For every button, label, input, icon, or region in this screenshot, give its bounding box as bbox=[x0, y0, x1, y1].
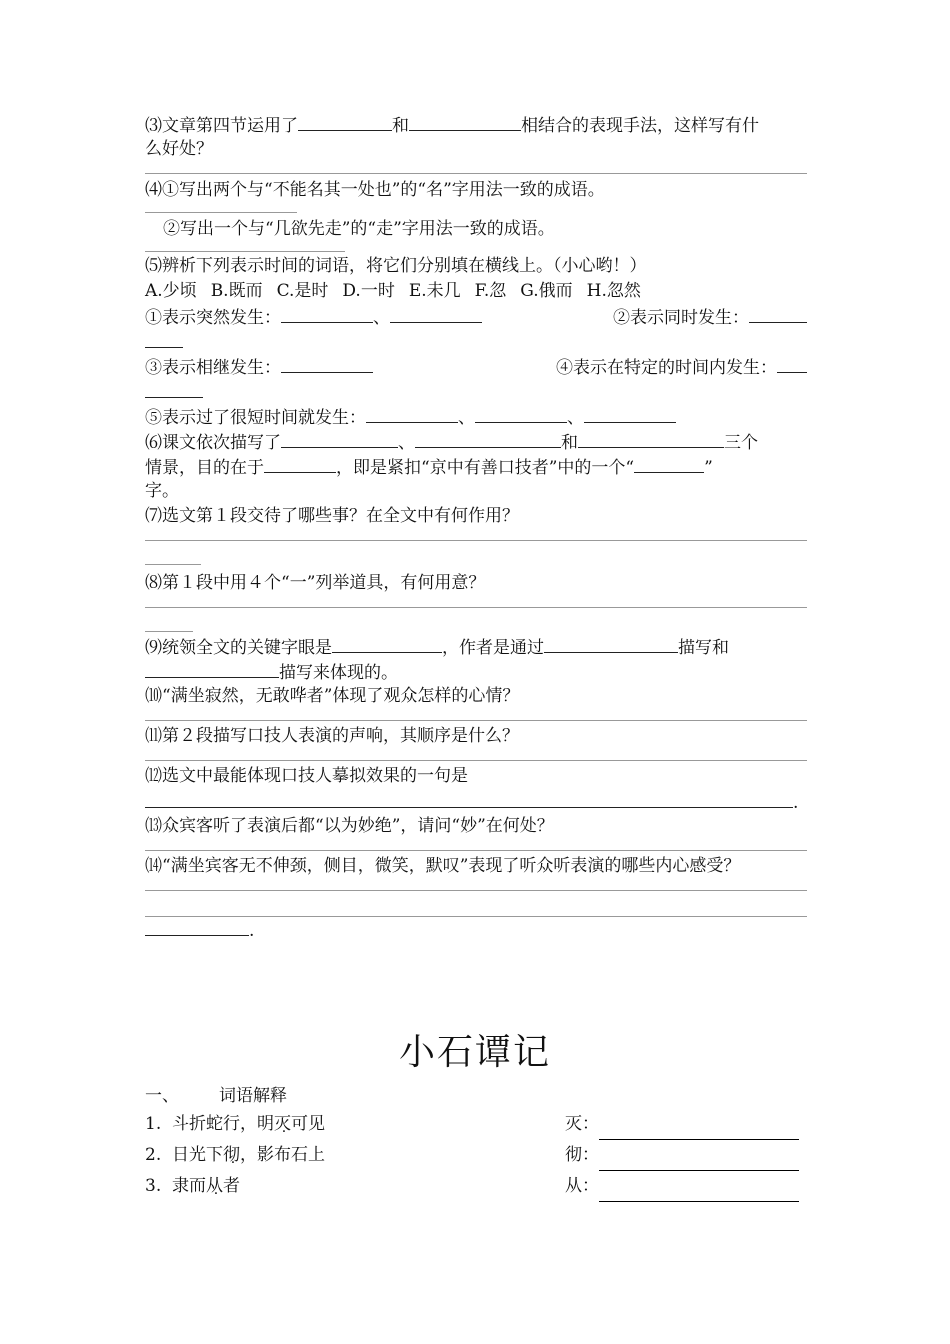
q14-answer-end bbox=[145, 917, 807, 942]
question-6-cont bbox=[145, 454, 807, 479]
q5-blank[interactable] bbox=[390, 304, 482, 323]
separator: 、 bbox=[567, 408, 584, 428]
answer-slot bbox=[565, 1109, 799, 1140]
answer-line[interactable] bbox=[599, 1117, 799, 1140]
q6-text: ” bbox=[704, 458, 713, 478]
answer-key: 彻： bbox=[565, 1145, 599, 1165]
q5-blank[interactable] bbox=[475, 404, 567, 423]
answer-key: 灭： bbox=[565, 1114, 599, 1134]
option-f: F.忽 bbox=[474, 281, 507, 301]
q5-row-2b bbox=[145, 379, 807, 404]
item-number: 3. bbox=[145, 1176, 162, 1196]
q5-blank[interactable] bbox=[145, 379, 203, 398]
q12-blank[interactable] bbox=[145, 789, 793, 808]
q5-row-1b bbox=[145, 329, 807, 354]
question-13: ⒀众宾客听了表演后都“以为妙绝”，请问“妙”在何处？ bbox=[145, 816, 554, 836]
question-14: ⒁“满坐宾客无不伸颈，侧目，微笑，默叹”表现了听众听表演的哪些内心感受？ bbox=[145, 856, 741, 876]
option-e: E.未几 bbox=[408, 281, 461, 301]
section-title: 小石谭记 bbox=[398, 1032, 551, 1073]
q6-text: 字。 bbox=[145, 481, 179, 501]
q5-options bbox=[145, 279, 807, 304]
q6-text: 和 bbox=[561, 433, 578, 453]
question-4-part2: ②写出一个与“几欲先走”的“走”字用法一致的成语。 bbox=[163, 219, 555, 239]
q3-text-cont: 么好处？ bbox=[145, 139, 213, 159]
question-5: ⑸辨析下列表示时间的词语，将它们分别填在横线上。（小心哟！） bbox=[145, 256, 647, 276]
item-text: 可见 bbox=[291, 1114, 326, 1134]
answer-key: 从： bbox=[565, 1176, 599, 1196]
q9-text: 描写和 bbox=[678, 638, 729, 658]
q5-s2-label: ②表示同时发生： bbox=[613, 308, 749, 328]
q5-blank[interactable] bbox=[366, 404, 458, 423]
dotted-char: 灭 bbox=[274, 1114, 292, 1134]
vocab-heading bbox=[145, 1084, 807, 1109]
question-7: ⑺选文第１段交待了哪些事？在全文中有何作用？ bbox=[145, 506, 519, 526]
option-b: B.既而 bbox=[210, 281, 263, 301]
q6-blank[interactable] bbox=[415, 429, 561, 448]
q5-s4 bbox=[556, 354, 807, 381]
separator: 、 bbox=[373, 308, 390, 328]
q9-blank[interactable] bbox=[544, 634, 678, 653]
option-g: G.俄而 bbox=[520, 281, 573, 301]
q3-text: ⑶文章第四节运用了 bbox=[145, 116, 298, 136]
answer-slot bbox=[565, 1171, 799, 1202]
q6-text: ⑹课文依次描写了 bbox=[145, 433, 281, 453]
q3-blank-2[interactable] bbox=[409, 112, 521, 131]
q5-blank[interactable] bbox=[281, 354, 373, 373]
q6-text: 情景，目的在于 bbox=[145, 458, 264, 478]
exercise-page bbox=[145, 112, 807, 942]
q6-blank[interactable] bbox=[281, 429, 398, 448]
q5-s2 bbox=[613, 304, 807, 331]
q5-blank[interactable] bbox=[777, 354, 807, 373]
vocab-item bbox=[145, 1109, 807, 1140]
item-number: 1. bbox=[145, 1114, 162, 1134]
q5-row-2 bbox=[145, 354, 807, 379]
question-11: ⑾第２段描写口技人表演的声响，其顺序是什么？ bbox=[145, 726, 519, 746]
question-9 bbox=[145, 634, 807, 659]
question-6 bbox=[145, 429, 807, 454]
q5-s1-label: ①表示突然发生： bbox=[145, 308, 281, 328]
question-4: ⑷①写出两个与“不能名其一处也”的“名”字用法一致的成语。 bbox=[145, 180, 605, 200]
q9-blank[interactable] bbox=[145, 659, 279, 678]
answer-line[interactable] bbox=[599, 1179, 799, 1202]
q5-row-1 bbox=[145, 304, 807, 329]
dotted-char: 彻 bbox=[223, 1145, 241, 1165]
period: . bbox=[793, 793, 799, 813]
q6-text: 、 bbox=[398, 433, 415, 453]
answer-slot bbox=[565, 1140, 799, 1171]
dotted-char: 从 bbox=[206, 1176, 224, 1196]
q5-blank[interactable] bbox=[281, 304, 373, 323]
period: . bbox=[249, 921, 255, 941]
q6-text: 三个 bbox=[724, 433, 758, 453]
question-8: ⑻第１段中用４个“一”列举道具，有何用意？ bbox=[145, 573, 486, 593]
q5-blank[interactable] bbox=[145, 329, 183, 348]
q5-row-3 bbox=[145, 404, 807, 429]
question-9-cont bbox=[145, 659, 807, 684]
q3-blank-1[interactable] bbox=[298, 112, 392, 131]
option-a: A.少顷 bbox=[145, 281, 197, 301]
option-d: D.一时 bbox=[342, 281, 395, 301]
q5-s4-label: ④表示在特定的时间内发生： bbox=[556, 358, 777, 378]
q6-blank[interactable] bbox=[264, 454, 336, 473]
item-text: 斗折蛇行，明 bbox=[172, 1114, 275, 1134]
vocab-item bbox=[145, 1140, 807, 1171]
q3-text: 和 bbox=[392, 116, 409, 136]
question-10: ⑽“满坐寂然，无敢哗者”体现了观众怎样的心情？ bbox=[145, 686, 520, 706]
vocab-section bbox=[145, 1084, 807, 1202]
answer-line[interactable] bbox=[599, 1148, 799, 1171]
question-12: ⑿选文中最能体现口技人摹拟效果的一句是 bbox=[145, 766, 468, 786]
item-text: ，影布石上 bbox=[240, 1145, 326, 1165]
section-number: 一、 bbox=[145, 1086, 179, 1106]
q6-blank[interactable] bbox=[578, 429, 724, 448]
item-text: 日光下 bbox=[172, 1145, 224, 1165]
q9-blank[interactable] bbox=[332, 634, 442, 653]
option-h: H.忽然 bbox=[586, 281, 641, 301]
question-12-answer bbox=[145, 789, 807, 814]
q5-blank[interactable] bbox=[584, 404, 676, 423]
separator: 、 bbox=[458, 408, 475, 428]
q5-blank[interactable] bbox=[749, 304, 807, 323]
q9-text: ⑼统领全文的关键字眼是 bbox=[145, 638, 332, 658]
vocab-item bbox=[145, 1171, 807, 1202]
question-3 bbox=[145, 112, 807, 137]
q6-text: ，即是紧扣“京中有善口技者”中的一个“ bbox=[336, 458, 635, 478]
option-c: C.是时 bbox=[276, 281, 329, 301]
q9-text: ，作者是通过 bbox=[442, 638, 544, 658]
q6-blank[interactable] bbox=[634, 454, 704, 473]
item-number: 2. bbox=[145, 1145, 162, 1165]
q14-blank[interactable] bbox=[145, 917, 249, 936]
q3-text: 相结合的表现手法，这样写有什 bbox=[521, 116, 759, 136]
q9-text: 描写来体现的。 bbox=[279, 663, 398, 683]
q5-s5-label: ⑤表示过了很短时间就发生： bbox=[145, 408, 366, 428]
item-text: 隶而 bbox=[172, 1176, 207, 1196]
item-text: 者 bbox=[223, 1176, 241, 1196]
section-label: 词语解释 bbox=[219, 1086, 287, 1106]
q5-s3-label: ③表示相继发生： bbox=[145, 358, 281, 378]
